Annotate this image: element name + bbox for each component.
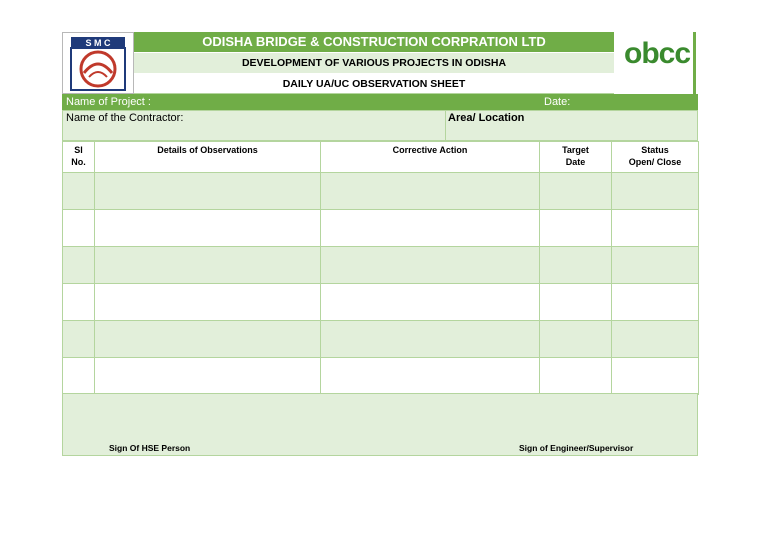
col-status: Status Open/ Close: [612, 142, 699, 173]
project-subtitle: DEVELOPMENT OF VARIOUS PROJECTS IN ODISHA: [134, 53, 614, 73]
smc-logo: [62, 32, 134, 94]
col-target-date: Target Date: [540, 142, 612, 173]
table-row: [63, 284, 699, 321]
contractor-label: Name of the Contractor:: [66, 112, 184, 124]
obcc-logo-text: obcc: [624, 37, 691, 70]
observation-table: [62, 141, 699, 395]
area-label: Area/ Location: [448, 112, 525, 124]
date-label: Date:: [544, 96, 571, 108]
obcc-logo: [614, 32, 696, 94]
company-title: ODISHA BRIDGE & CONSTRUCTION CORPRATION LTD: [134, 32, 614, 52]
table-row: [63, 247, 699, 284]
smc-logo-icon: [63, 33, 133, 93]
contractor-row: [62, 110, 698, 141]
table-header-row: [63, 142, 699, 173]
sheet-title: DAILY UA/UC OBSERVATION SHEET: [134, 74, 614, 94]
col-corrective-action: Corrective Action: [321, 142, 540, 173]
smc-logo-text: S M C: [85, 38, 111, 48]
table-row: [63, 210, 699, 247]
col-details: Details of Observations: [95, 142, 321, 173]
project-label: Name of Project :: [66, 96, 151, 108]
signature-row: [62, 393, 698, 456]
col-sl-no: Sl No.: [63, 142, 95, 173]
table-row: [63, 321, 699, 358]
engineer-sign-label: Sign of Engineer/Supervisor: [519, 443, 634, 453]
table-row: [63, 358, 699, 395]
table-row: [63, 173, 699, 210]
hse-sign-label: Sign Of HSE Person: [109, 443, 191, 453]
project-bar: [62, 94, 698, 110]
